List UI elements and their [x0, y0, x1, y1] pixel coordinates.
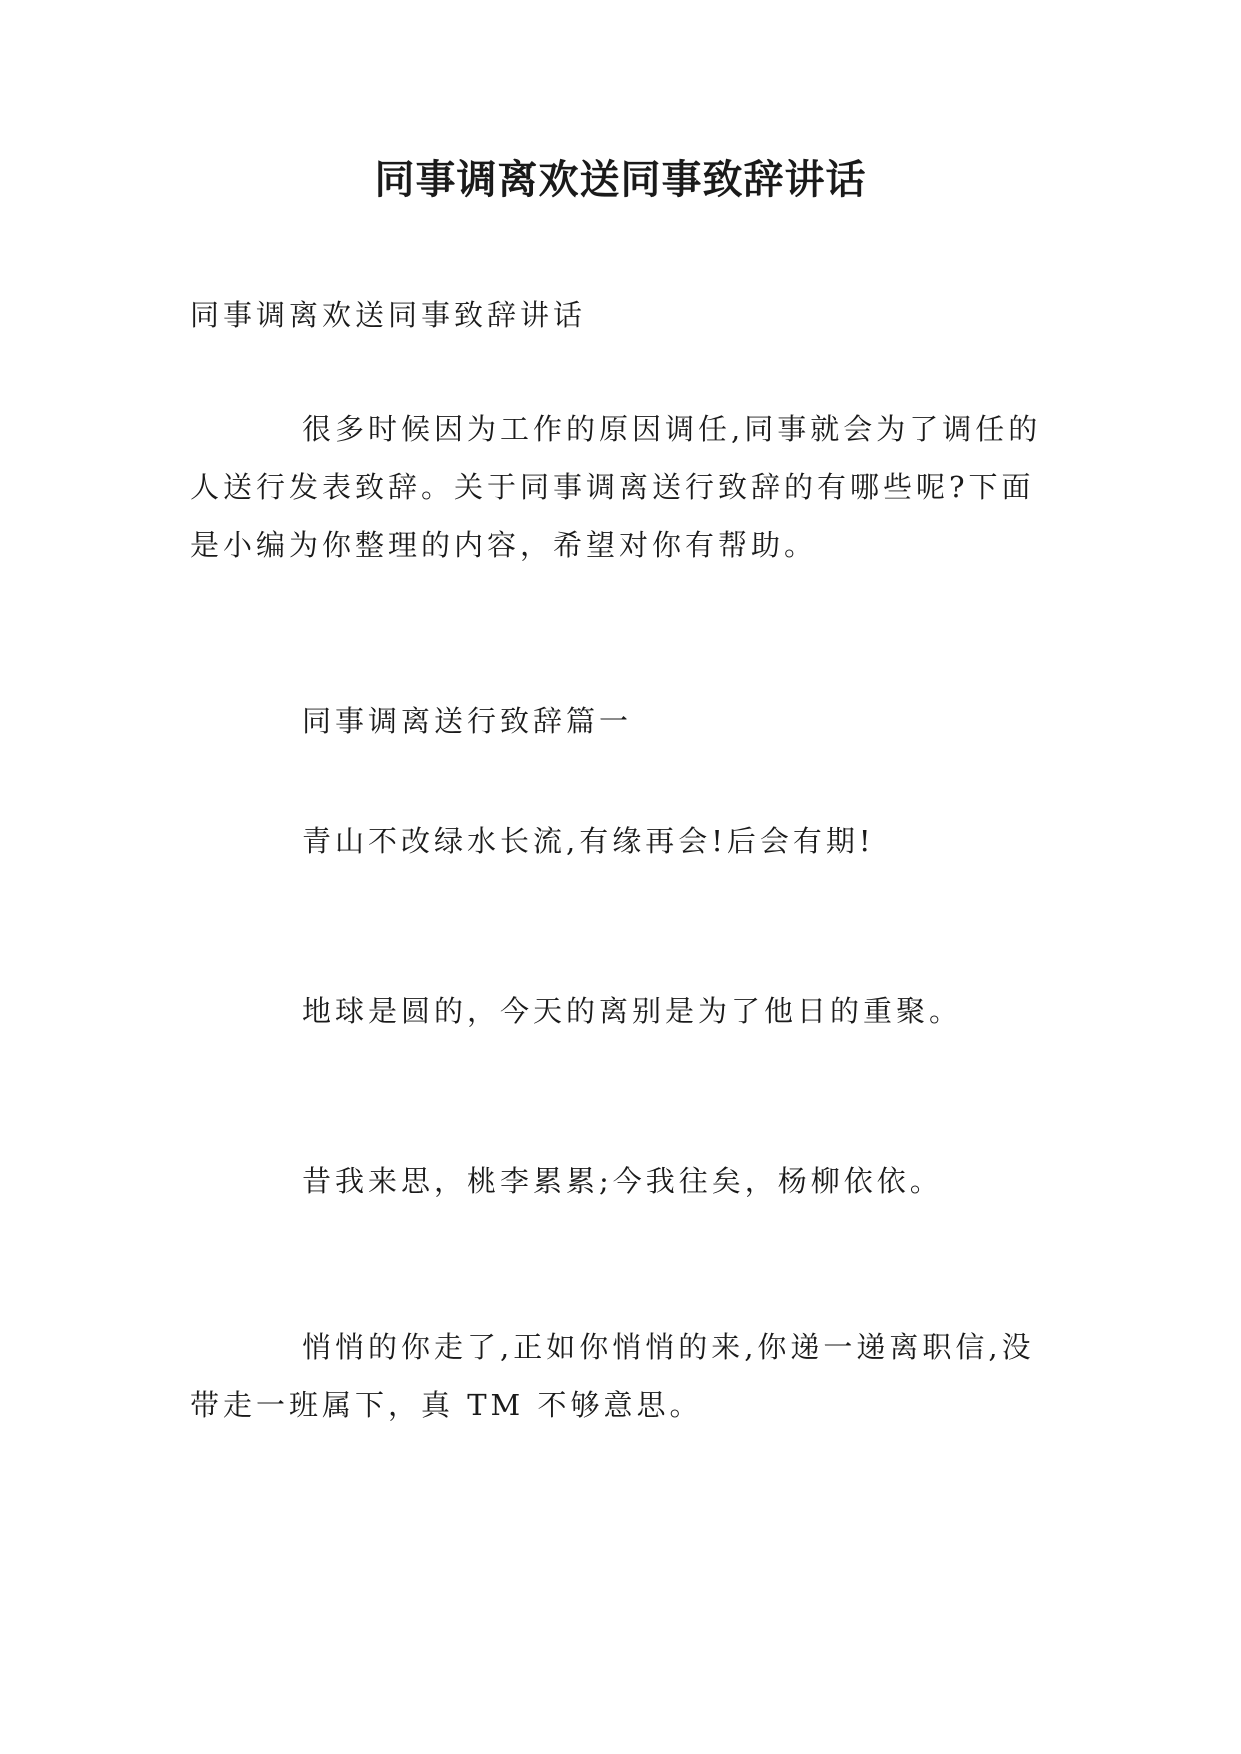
section-heading: 同事调离送行致辞篇一: [302, 704, 633, 738]
body-paragraph: 青山不改绿水长流,有缘再会!后会有期!: [302, 824, 875, 858]
document-subtitle: 同事调离欢送同事致辞讲话: [190, 298, 587, 332]
intro-paragraph: 很多时候因为工作的原因调任,同事就会为了调任的人送行发表致辞。关于同事调离送行致辞的有哪些呢?下面是小编为你整理的内容，希望对你有帮助。: [190, 412, 1042, 562]
document-title: 同事调离欢送同事致辞讲话: [374, 157, 867, 203]
body-paragraph: 昔我来思，桃李累累;今我往矣，杨柳依依。: [302, 1164, 943, 1198]
body-paragraph: 悄悄的你走了,正如你悄悄的来,你递一递离职信,没带走一班属下，真 TM 不够意思。: [190, 1330, 1035, 1422]
body-paragraph: 地球是圆的，今天的离别是为了他日的重聚。: [302, 994, 963, 1028]
